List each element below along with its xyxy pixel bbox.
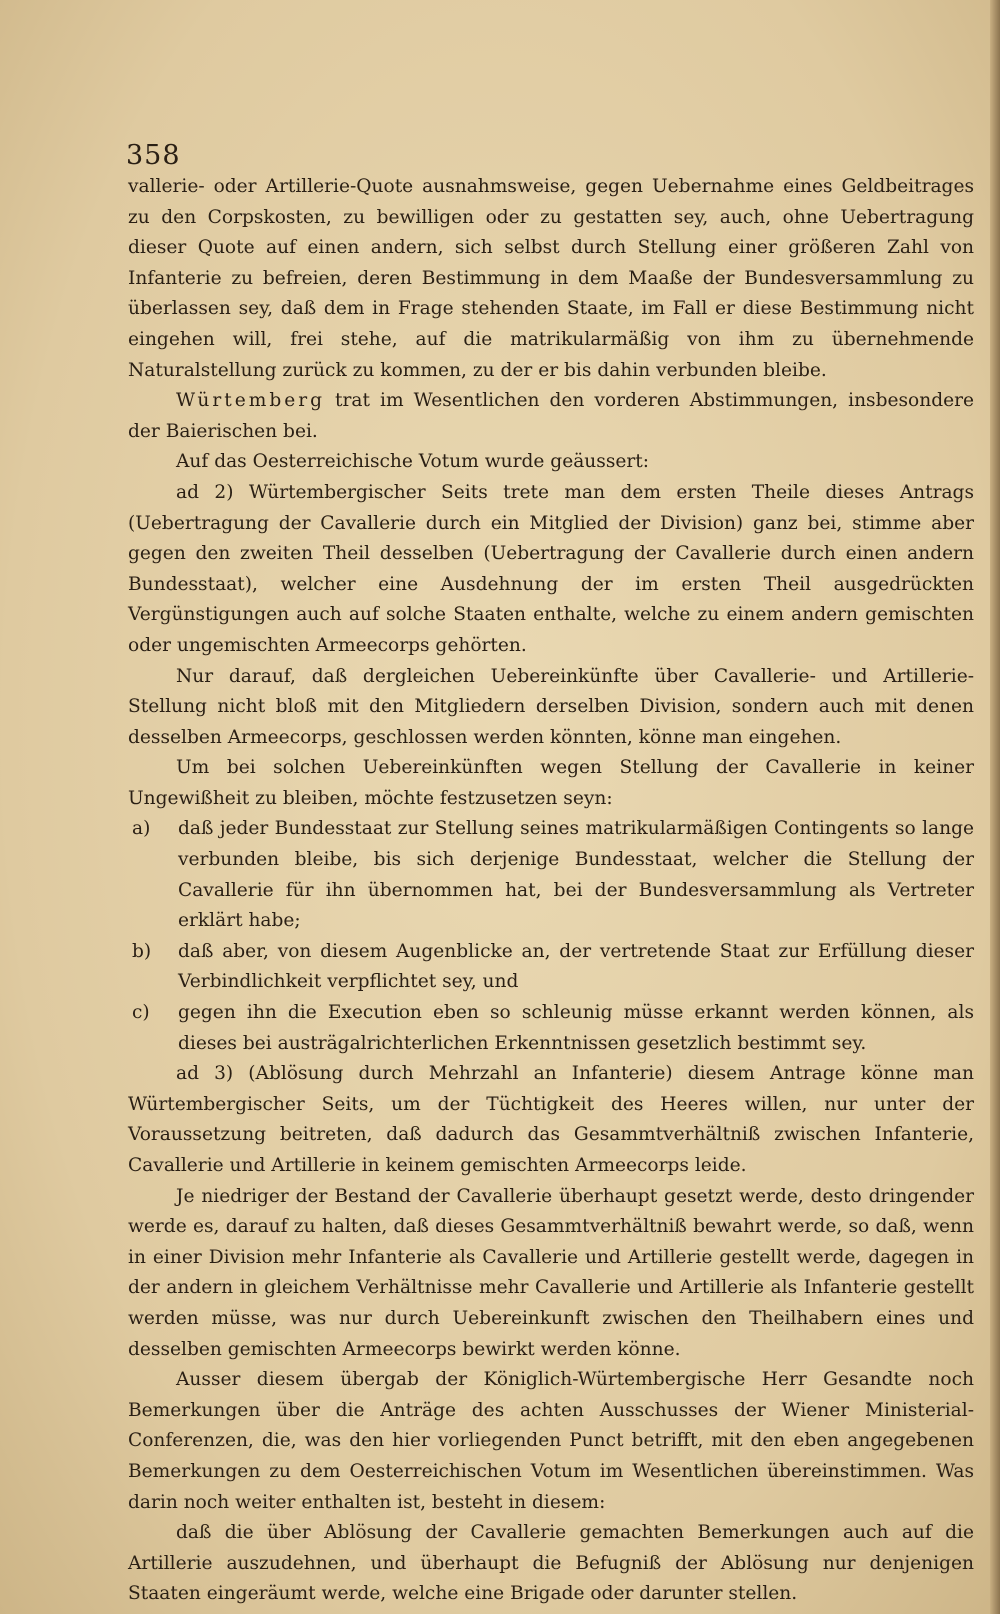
item-text: daß jeder Bundesstaat zur Stellung seines matrikularmäßigen Contingents so lange verbunden bleibe, bis sich derjenige Bundesstaat, welcher die Stellung der Cavallerie für ihn übernommen hat, bei der Bundesversammlung als Vertreter erklärt habe;: [178, 818, 974, 932]
item-label: c): [132, 1002, 150, 1024]
body-text: [128, 172, 974, 1610]
paragraph: Nur darauf, daß dergleichen Uebereinkünfte über Cavallerie- und Artillerie-Stellung nicht bloß mit den Mitgliedern derselben Division, sondern auch mit denen desselben Armeecorps, geschlossen werden könnten, könne man eingehen.: [128, 665, 974, 748]
paragraph: ad 2) Würtembergischer Seits trete man dem ersten Theile dieses Antrags (Uebertragung der Cavallerie durch ein Mitglied der Division) ganz bei, stimme aber gegen den zweiten Theil desselben (Uebertragung der Cavallerie durch einen andern Bundesstaat), welcher eine Ausdehnung der im ersten Theil ausgedrückten Vergünstigungen auch auf solche Staaten enthalte, welche zu einem andern gemischten oder ungemischten Armeecorps gehörten.: [128, 481, 974, 656]
page-number: 358: [126, 140, 181, 171]
item-text: gegen ihn die Execution eben so schleunig müsse erkannt werden können, als dieses bei austrägalrichterlichen Erkenntnissen gesetzlich bestimmt sey.: [178, 1002, 974, 1054]
list-item: [128, 814, 974, 936]
paragraph: daß die über Ablösung der Cavallerie gemachten Bemerkungen auch auf die Artillerie auszudehnen, und überhaupt die Befugniß der Ablösung nur denjenigen Staaten eingeräumt werde, welche eine Brigade oder darunter stellen.: [128, 1522, 974, 1605]
paragraph: vallerie- oder Artillerie-Quote ausnahmsweise, gegen Uebernahme eines Geldbeitrages zu den Corpskosten, zu bewilligen oder zu gestatten sey, auch, ohne Uebertragung dieser Quote auf einen andern, sich selbst durch Stellung einer größeren Zahl von Infanterie zu befreien, deren Bestimmung in dem Maaße der Bundesversammlung zu überlassen sey, daß dem in Frage stehenden Staate, im Fall er diese Bestimmung nicht eingehen will, frei stehe, auf die matrikularmäßig von ihm zu übernehmende Naturalstellung zurück zu kommen, zu der er bis dahin verbunden bleibe.: [128, 176, 974, 381]
paragraph: ad 3) (Ablösung durch Mehrzahl an Infanterie) diesem Antrage könne man Würtembergischer Seits, um der Tüchtigkeit des Heeres willen, nur unter der Voraussetzung beitreten, daß dadurch das Gesammtverhältniß zwischen Infanterie, Cavallerie und Artillerie in keinem gemischten Armeecorps leide.: [128, 1063, 974, 1176]
paragraph-text: trat im Wesentlichen den vorderen Abstimmungen, insbesondere der Baierischen bei.: [128, 390, 974, 442]
item-label: b): [132, 940, 152, 962]
item-label: a): [132, 818, 151, 840]
paragraph: Auf das Oesterreichische Votum wurde geäussert:: [176, 451, 649, 473]
page-edge: [990, 0, 1000, 1614]
list-item: [128, 998, 974, 1059]
list-item: [128, 937, 974, 998]
paragraph: Um bei solchen Uebereinkünften wegen Stellung der Cavallerie in keiner Ungewißheit zu bleiben, möchte festzusetzen seyn:: [128, 757, 974, 809]
paragraph: Ausser diesem übergab der Königlich-Würtembergische Herr Gesandte noch Bemerkungen über die Anträge des achten Ausschusses der Wiener Ministerial-Conferenzen, die, was den hier vorliegenden Punct betrifft, mit den eben angegebenen Bemerkungen zu dem Oesterreichischen Votum im Wesentlichen übereinstimmen. Was darin noch weiter enthalten ist, besteht in diesem:: [128, 1369, 974, 1513]
paragraph: Je niedriger der Bestand der Cavallerie überhaupt gesetzt werde, desto dringender werde es, darauf zu halten, daß dieses Gesammtverhältniß bewahrt werde, so daß, wenn in einer Division mehr Infanterie als Cavallerie und Artillerie gestellt werde, dagegen in der andern in gleichem Verhältnisse mehr Cavallerie und Artillerie als Infanterie gestellt werden müsse, was nur durch Uebereinkunft zwischen den Theilhabern eines und desselben gemischten Armeecorps bewirkt werden könne.: [128, 1185, 974, 1360]
item-text: daß aber, von diesem Augenblicke an, der vertretende Staat zur Erfüllung dieser Verbindlichkeit verpflichtet sey, und: [178, 940, 974, 993]
paragraph: [128, 386, 974, 447]
spaced-name: Würtemberg: [176, 390, 326, 412]
